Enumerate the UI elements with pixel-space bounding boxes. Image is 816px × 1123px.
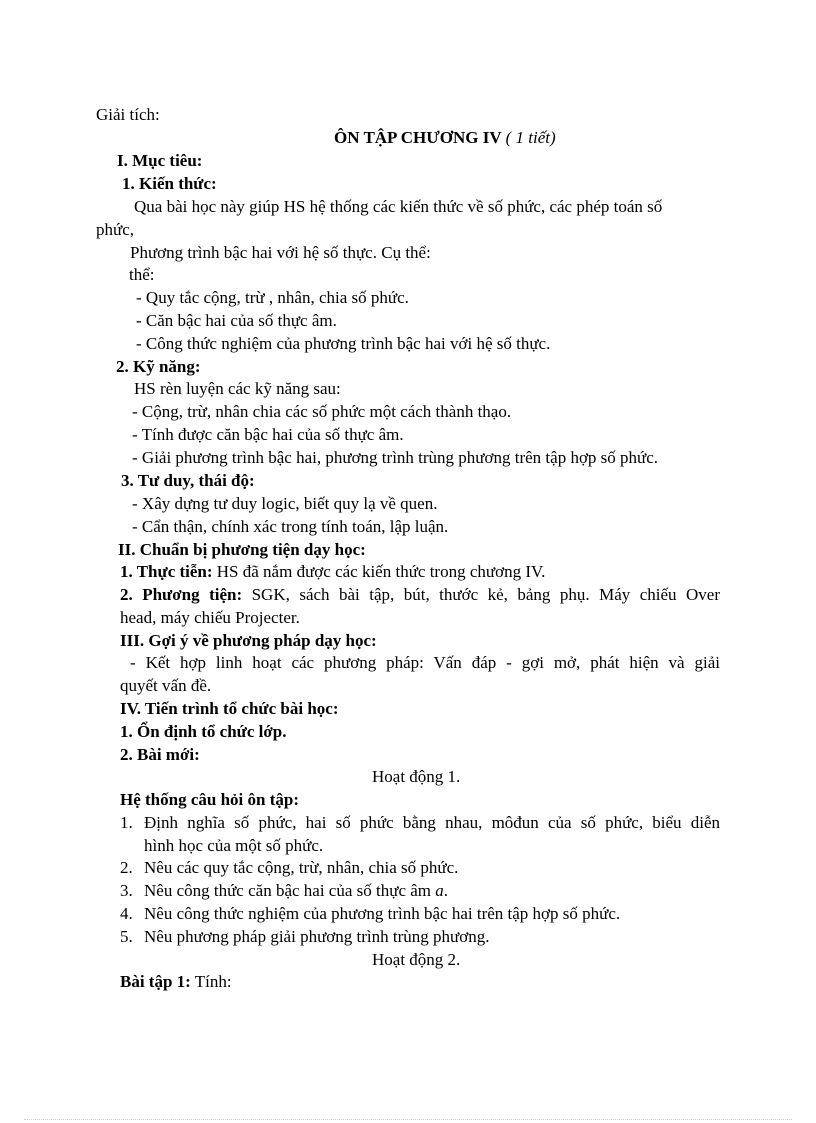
activity-1-title: Hoạt động 1. [372, 767, 461, 786]
title-note: ( 1 tiết) [505, 128, 556, 147]
page-bottom-divider [24, 1119, 792, 1120]
question-5 [120, 927, 489, 947]
skills-item: - Cộng, trừ, nhân chia các số phức một cách thành thạo. [132, 402, 512, 421]
question-3 [120, 881, 448, 901]
method-line-1: - Kết hợp linh hoạt các phương pháp: Vấn đáp - gợi mở, phát hiện và giải [130, 653, 720, 672]
question-text: Nêu các quy tắc cộng, trừ, nhân, chia số phức. [144, 858, 459, 877]
exercise-label: Bài tập 1: [120, 972, 191, 991]
practice-line [120, 562, 545, 582]
subject-label: Giải tích: [96, 105, 160, 124]
question-1-line-2: hình học của một số phức. [144, 836, 324, 855]
document-title [334, 128, 556, 148]
question-number: 5. [120, 927, 133, 946]
knowledge-intro-line-2: phức, [96, 220, 135, 239]
attitude-heading: 3. Tư duy, thái độ: [121, 471, 255, 490]
question-text: Nêu công thức nghiệm của phương trình bậc hai trên tập hợp số phức. [144, 904, 621, 923]
practice-text: HS đã nắm được các kiến thức trong chương IV. [212, 562, 546, 581]
question-number: 1. [120, 813, 133, 832]
skills-item: - Tính được căn bậc hai của số thực âm. [132, 425, 404, 444]
knowledge-intro-line-1: Qua bài học này giúp HS hệ thống các kiến thức về số phức, các phép toán số [134, 197, 663, 216]
skills-item: - Giải phương trình bậc hai, phương trình trùng phương trên tập hợp số phức. [132, 448, 659, 467]
means-label: 2. Phương tiện: [120, 585, 243, 604]
variable-a: a [435, 881, 444, 900]
activity-2-title: Hoạt động 2. [372, 950, 461, 969]
knowledge-item: - Quy tắc cộng, trừ , nhân, chia số phức. [136, 288, 409, 307]
question-number: 3. [120, 881, 133, 900]
question-text: Nêu công thức căn bậc hai của số thực âm [144, 881, 436, 900]
means-text-1: SGK, sách bài tập, bút, thước kẻ, bảng phụ. Máy chiếu Over [242, 585, 720, 604]
skills-heading: 2. Kỹ năng: [116, 357, 201, 376]
method-line-2: quyết vấn đề. [120, 676, 212, 695]
means-line-1 [120, 585, 720, 605]
section-4-heading: IV. Tiến trình tổ chức bài học: [120, 699, 339, 718]
question-1-line-1 [120, 813, 720, 833]
attitude-item: - Cẩn thận, chính xác trong tính toán, lập luận. [132, 517, 449, 536]
knowledge-item: - Công thức nghiệm của phương trình bậc hai với hệ số thực. [136, 334, 551, 353]
class-organization: 1. Ổn định tổ chức lớp. [120, 722, 287, 741]
exercise-1 [120, 972, 232, 992]
question-text: Định nghĩa số phức, hai số phức bằng nhau, môđun của số phức, biểu diễn [144, 813, 720, 832]
practice-label: 1. Thực tiễn: [120, 562, 213, 581]
question-end: . [443, 881, 449, 900]
question-text: Nêu phương pháp giải phương trình trùng phương. [144, 927, 490, 946]
exercise-text: Tính: [190, 972, 232, 991]
question-number: 2. [120, 858, 133, 877]
knowledge-heading: 1. Kiến thức: [122, 174, 217, 193]
skills-intro: HS rèn luyện các kỹ năng sau: [134, 379, 341, 398]
section-1-heading: I. Mục tiêu: [117, 151, 203, 170]
knowledge-intro-line-3: Phương trình bậc hai với hệ số thực. Cụ thể: [130, 243, 431, 262]
section-3-heading: III. Gợi ý về phương pháp dạy học: [120, 631, 377, 650]
question-number: 4. [120, 904, 133, 923]
question-4 [120, 904, 620, 924]
knowledge-intro-line-4: thể: [129, 265, 155, 284]
review-questions-heading: Hệ thống câu hỏi ôn tập: [120, 790, 299, 809]
title-main: ÔN TẬP CHƯƠNG IV [334, 128, 502, 147]
means-line-2: head, máy chiếu Projecter. [120, 608, 300, 627]
new-lesson: 2. Bài mới: [120, 745, 200, 764]
question-2 [120, 858, 458, 878]
knowledge-item: - Căn bậc hai của số thực âm. [136, 311, 337, 330]
attitude-item: - Xây dựng tư duy logic, biết quy lạ về quen. [132, 494, 438, 513]
section-2-heading: II. Chuẩn bị phương tiện dạy học: [118, 540, 366, 559]
